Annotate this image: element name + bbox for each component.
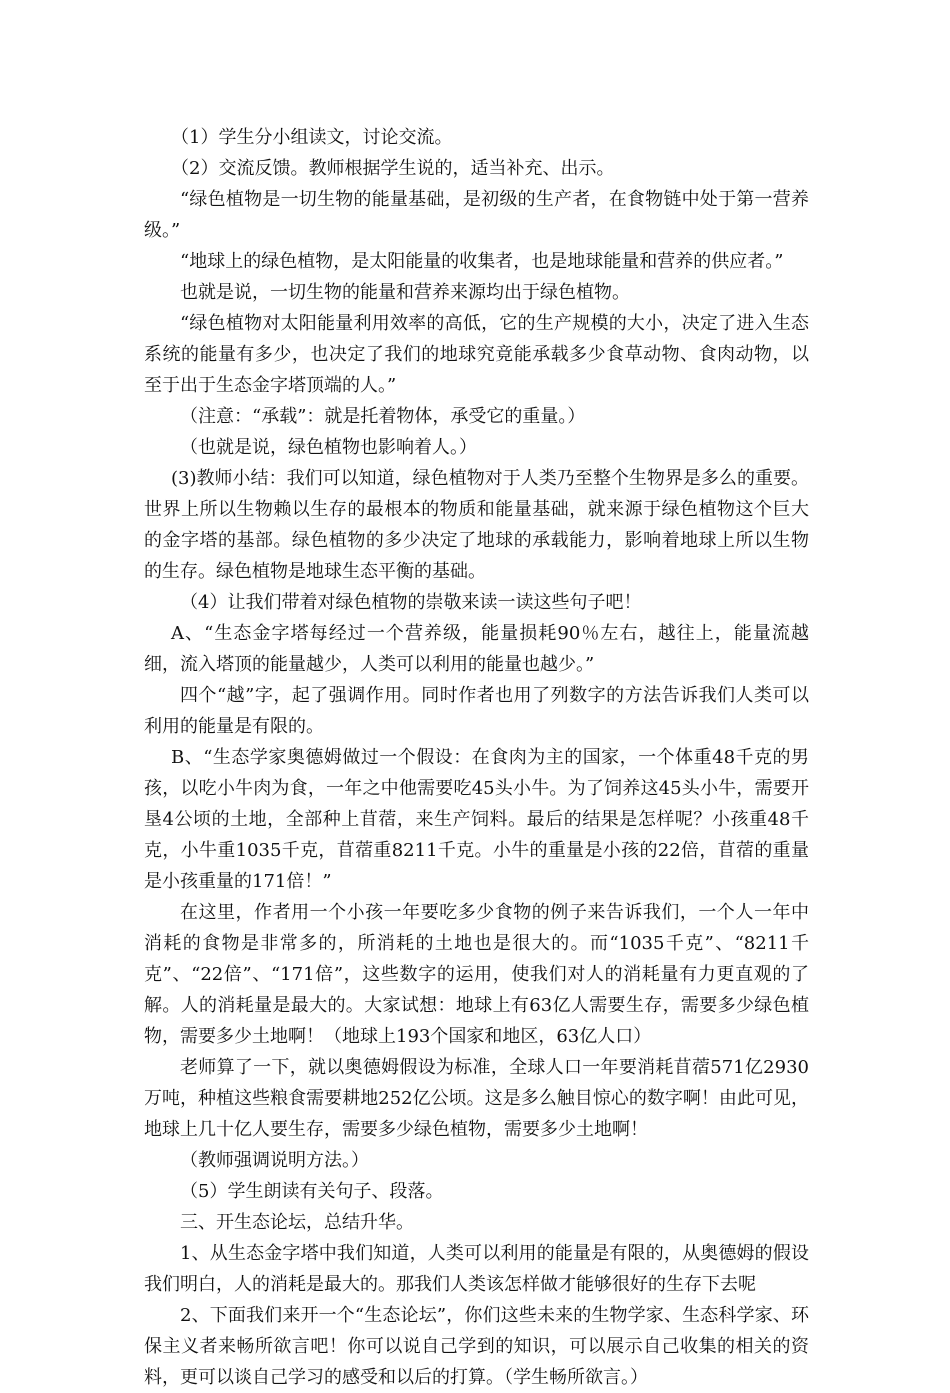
paragraph-4: “地球上的绿色植物，是太阳能量的收集者，也是地球能量和营养的供应者。” (180, 251, 784, 272)
paragraph-15: 老师算了一下，就以奥德姆假设为标准，全球人口一年要消耗苜蓿571亿2930万吨，种植这些粮食需要耕地252亿公顷。这是多么触目惊心的数字啊！由此可见，地球上几十亿人要生存，需要多少绿色植物，需要多少土地啊！ (144, 1057, 809, 1140)
paragraph-16: （教师强调说明方法。） (180, 1150, 369, 1171)
paragraph-10: （4）让我们带着对绿色植物的崇敬来读一读这些句子吧！ (180, 592, 642, 613)
paragraph-14: 在这里，作者用一个小孩一年要吃多少食物的例子来告诉我们，一个人一年中消耗的食物是非常多的，所消耗的土地也是很大的。而“1035千克”、“8211千克”、“22倍”、“171倍”，这些数字的运用，使我们对人的消耗量有力更直观的了解。人的消耗量是最大的。大家试想：地球上有63亿人需要生存，需要多少绿色植物，需要多少土地啊！（地球上193个国家和地区，63亿人口） (144, 902, 809, 1047)
paragraph-3: “绿色植物是一切生物的能量基础，是初级的生产者，在食物链中处于第一营养级。” (144, 189, 809, 241)
paragraph-20: 2、下面我们来开一个“生态论坛”，你们这些未来的生物学家、生态科学家、环保主义者来畅所欲言吧！你可以说自己学到的知识，可以展示自己收集的相关的资料，更可以谈自己学习的感受和以后的打算。（学生畅所欲言。） (144, 1305, 809, 1388)
paragraph-18: 三、开生态论坛，总结升华。 (180, 1212, 414, 1233)
paragraph-6: “绿色植物对太阳能量利用效率的高低，它的生产规模的大小，决定了进入生态系统的能量有多少，也决定了我们的地球究竟能承载多少食草动物、食肉动物，以至于出于生态金字塔顶端的人。” (144, 313, 809, 396)
paragraph-2: （2）交流反馈。教师根据学生说的，适当补充、出示。 (171, 158, 615, 179)
document-page (144, 122, 809, 1393)
paragraph-8: （也就是说，绿色植物也影响着人。） (180, 437, 477, 458)
paragraph-1: （1）学生分小组读文，讨论交流。 (171, 127, 453, 148)
paragraph-19: 1、从生态金字塔中我们知道，人类可以利用的能量是有限的，从奥德姆的假设我们明白，人的消耗是最大的。那我们人类该怎样做才能够很好的生存下去呢 (144, 1243, 809, 1295)
paragraph-13: B、“生态学家奥德姆做过一个假设：在食肉为主的国家，一个体重48千克的男孩，以吃小牛肉为食，一年之中他需要吃45头小牛。为了饲养这45头小牛，需要开垦4公顷的土地，全部种上苜蓿，来生产饲料。最后的结果是怎样呢？小孩重48千克，小牛重1035千克，苜蓿重8211千克。小牛的重量是小孩的22倍，苜蓿的重量是小孩重量的171倍！” (144, 747, 809, 892)
paragraph-5: 也就是说，一切生物的能量和营养来源均出于绿色植物。 (180, 282, 630, 303)
paragraph-9: (3)教师小结：我们可以知道，绿色植物对于人类乃至整个生物界是多么的重要。世界上所以生物赖以生存的最根本的物质和能量基础，就来源于绿色植物这个巨大的金字塔的基部。绿色植物的多少决定了地球的承载能力，影响着地球上所以生物的生存。绿色植物是地球生态平衡的基础。 (144, 468, 809, 582)
paragraph-12: 四个“越”字，起了强调作用。同时作者也用了列数字的方法告诉我们人类可以利用的能量是有限的。 (144, 685, 809, 737)
paragraph-17: （5）学生朗读有关句子、段落。 (180, 1181, 444, 1202)
paragraph-11: A、“生态金字塔每经过一个营养级，能量损耗90％左右，越往上，能量流越细，流入塔顶的能量越少，人类可以利用的能量也越少。” (144, 623, 809, 675)
paragraph-7: （注意：“承载”：就是托着物体，承受它的重量。） (180, 406, 586, 427)
